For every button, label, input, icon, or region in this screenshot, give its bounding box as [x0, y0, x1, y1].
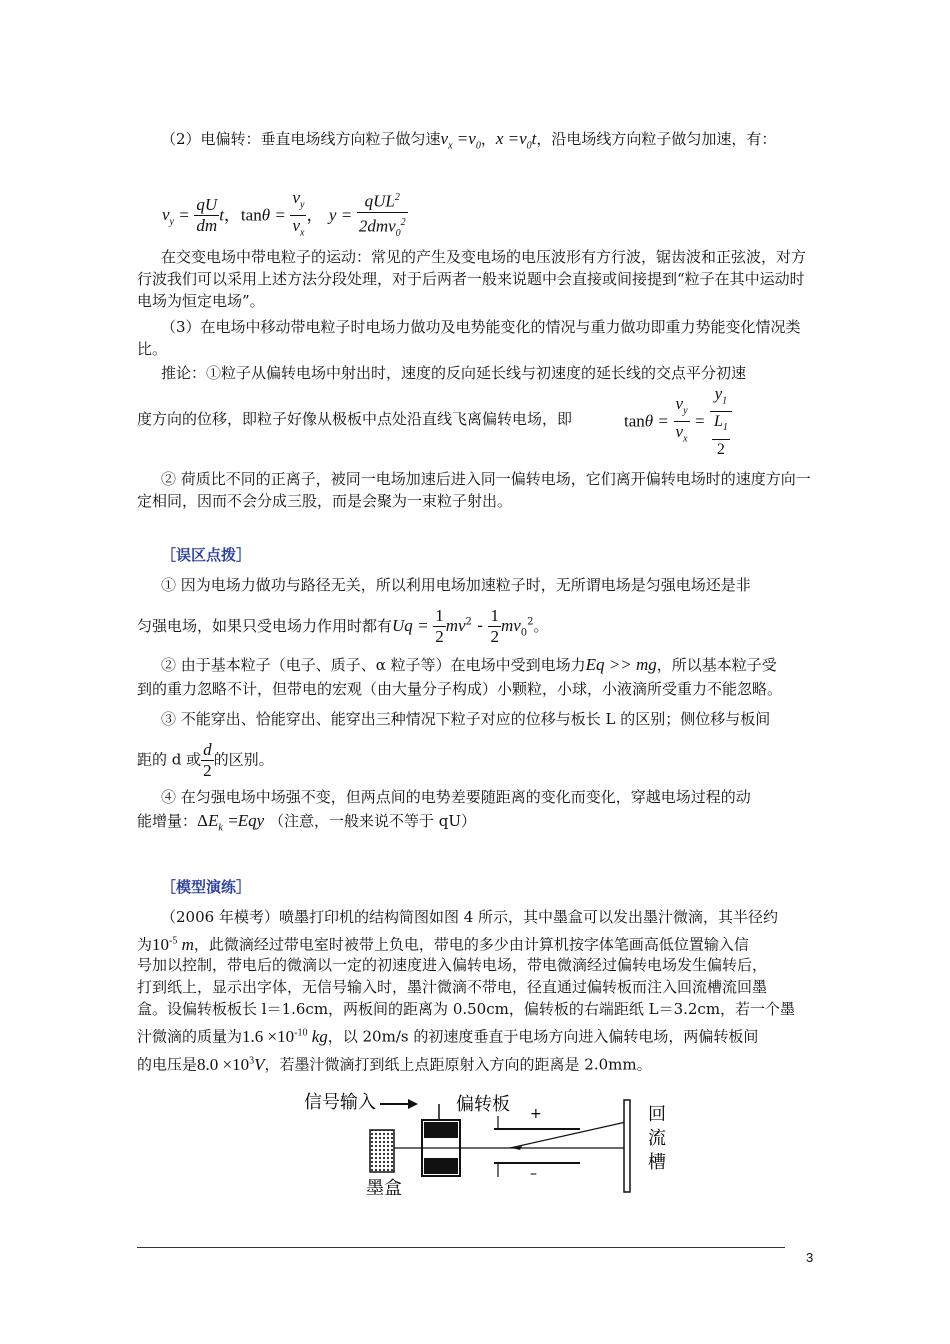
practice-line-3: 号加以控制，带电后的微滴以一定的初速度进入偏转电场，带电微滴经过偏转电场发生偏转后，	[137, 956, 768, 974]
text: ② 由于基本粒子（电子、质子、α 粒子等）在电场中受到电场力	[161, 656, 586, 674]
charging-chamber-bottom	[424, 1158, 458, 1174]
return-label-2: 流	[648, 1128, 666, 1149]
return-label-1: 回	[648, 1104, 666, 1125]
formula-x: $x =v_0t$	[495, 129, 537, 152]
text: ，所以基本粒子受	[656, 656, 777, 674]
text: ，此微滴经过带电室时被带上负电，带电的多少由计算机按字体笔画高低位置输入信	[193, 935, 749, 954]
paragraph-alternating-field: 在交变电场中带电粒子的运动：常见的产生及变电场的电压波形有方行波，锯齿波和正弦波，对方行波我们可以采用上述方法分段处理，对于后两者一般来说题中会直接或间接提到“粒子在其中运动时电场为恒定电场”。	[137, 248, 807, 310]
section-title-model-practice: ［模型演练］	[161, 878, 252, 896]
practice-line-4: 打到纸上，显示出字体，无信号输入时，墨汁微滴不带电，径直通过偏转板而注入回流槽流回墨	[137, 978, 768, 996]
text: （注意，一般来说不等于 qU）	[269, 812, 477, 830]
text: （2）电偏转：垂直电场线方向粒子做匀速	[161, 130, 441, 148]
formula-work-energy: Uq = $\frac{1}{2}$ $mv^2$ - $\frac{1}{2}$ $mv_0^2$	[392, 606, 534, 646]
misconception-1: ① 因为电场力做功与路径无关，所以利用电场加速粒子时，无所谓电场是匀强电场还是非	[161, 576, 751, 594]
charging-chamber-top	[424, 1122, 458, 1138]
deflected-path	[510, 1122, 626, 1148]
minus-sign: –	[530, 1166, 537, 1182]
page-number: 3	[806, 1250, 814, 1265]
practice-line-7	[137, 1050, 817, 1076]
signal-arrow-head	[408, 1099, 418, 1109]
formula-mass: $1.6 \times 10^{-10}$ kg	[242, 1026, 328, 1046]
return-trough	[624, 1100, 630, 1192]
text: 距的 d 或	[137, 750, 202, 769]
inkjet-printer-diagram	[290, 1080, 710, 1200]
practice-line-6	[137, 1022, 817, 1048]
paragraph-work-energy: （3）在电场中移动带电粒子时电场力做功及电势能变化的情况与重力做功即重力势能变化情况类比。	[137, 318, 801, 358]
text: 的区别。	[213, 750, 274, 769]
formula-vx: $v_x =v_0$	[440, 129, 481, 152]
text: 汁微滴的质量为	[137, 1027, 243, 1046]
text: 匀强电场，如果只受电场力作用时都有	[137, 617, 393, 635]
text: ，以 20m/s 的初速度垂直于电场方向进入偏转电场，两偏转板间	[327, 1027, 759, 1046]
formula-delta-ek: $\Delta E_k =Eqy$	[197, 811, 265, 834]
formula-deflection-row: $v_y$ = $\frac{qU}{dm}$ t，tanθ = $\frac{v_y}{v_x}$ ， y = $\frac{qUL^2}{2dmv_0^2}$	[162, 188, 406, 239]
formula-d-over-2: $\frac{d}{2}$	[203, 740, 212, 780]
ink-cartridge-label: 墨盒	[366, 1178, 402, 1199]
text: 为	[137, 935, 153, 954]
formula-radius: $10^{-5}$ m	[152, 934, 194, 954]
plus-sign: +	[530, 1106, 542, 1122]
return-label-3: 槽	[648, 1152, 666, 1173]
text: 的电压是	[137, 1055, 198, 1074]
paragraph-corollary-2: ② 荷质比不同的正离子，被同一电场加速后进入同一偏转电场，它们离开偏转电场时的速度方向一定相同，因而不会分成三股，而是会聚为一束粒子射出。	[137, 470, 811, 510]
paragraph-electric-deflection: （2）电偏转：垂直电场线方向粒子做匀速$v_x =v_0$，$x =v_0t$，沿电场线方向粒子做匀加速，有：	[161, 129, 777, 152]
misconception-2	[137, 654, 817, 676]
formula-tan-theta: tanθ = $\frac{v_y}{v_x}$ = $\frac{y_1}{\frac{L_1}{2}}$	[624, 384, 732, 460]
practice-line-2	[137, 930, 817, 956]
misconception-3: ③ 不能穿出、恰能穿出、能穿出三种情况下粒子对应的位移与板长 L 的区别；侧位移与板间	[161, 710, 771, 728]
paragraph-corollary-1: 推论：①粒子从偏转电场中射出时，速度的反向延长线与初速度的延长线的交点平分初速	[161, 364, 747, 382]
misconception-4: ④ 在匀强电场中场强不变，但两点间的电势差要随距离的变化而变化，穿越电场过程的动	[161, 788, 751, 806]
misconception-3-cont	[137, 740, 817, 781]
section-title-misconceptions: ［误区点拨］	[161, 546, 252, 564]
formula-voltage: $8.0 \times 10^3V$	[197, 1054, 265, 1074]
signal-input-label: 信号输入	[304, 1092, 376, 1113]
ink-cartridge-icon	[370, 1130, 394, 1172]
misconception-2-cont: 到的重力忽略不计，但带电的宏观（由大量分子构成）小颗粒，小球，小液滴所受重力不能忽略。	[137, 680, 783, 698]
deflection-plate-label: 偏转板	[456, 1094, 510, 1115]
text: 能增量：	[137, 812, 198, 830]
practice-line-5: 盒。设偏转板板长 l＝1.6cm，两板间的距离为 0.50cm，偏转板的右端距纸 L＝3.2cm，若一个墨	[137, 1000, 796, 1018]
practice-line-1: （2006 年模考）喷墨打印机的结构简图如图 4 所示，其中墨盒可以发出墨汁微滴，其半径约	[161, 908, 779, 926]
text: ，沿电场线方向粒子做匀加速，有：	[536, 130, 777, 148]
formula-eq-mg: Eq >> mg	[585, 655, 657, 674]
misconception-1-cont: 匀强电场，如果只受电场力作用时都有Uq = $\frac{1}{2}$ $mv^2$ - $\frac{1}{2}$ $mv_0^2$。	[137, 606, 549, 646]
misconception-4-cont	[137, 810, 817, 839]
footer-rule	[137, 1247, 785, 1248]
text: ，若墨汁微滴打到纸上点距原射入方向的距离是 2.0mm。	[264, 1055, 652, 1074]
text: 度方向的位移，即粒子好像从极板中点处沿直线飞离偏转电场，即	[137, 410, 573, 428]
